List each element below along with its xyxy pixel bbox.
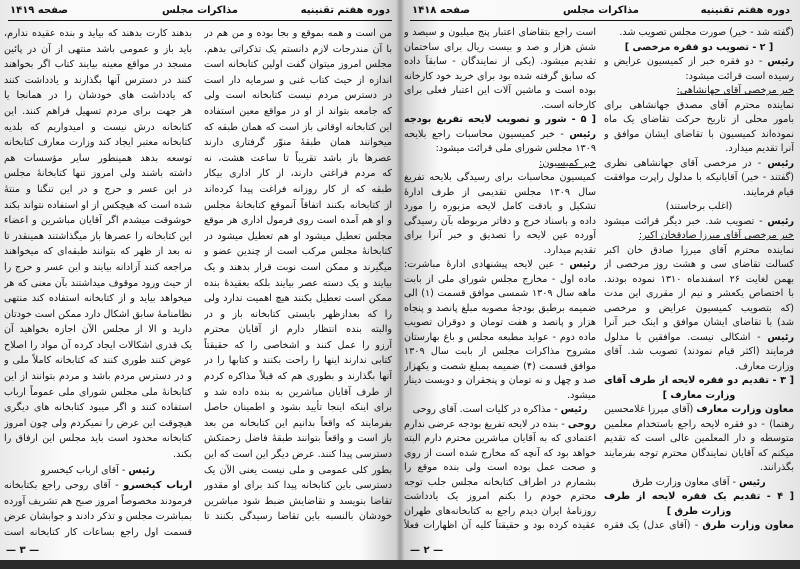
line-text: بهمن لغایت ۲۶ اسفندماه ۱۳۱۰ نموده بودند.	[604, 273, 794, 285]
text-line	[4, 447, 192, 463]
line-text: سال ۱۳۰۹ مجلس تقدیمی از طرف ادارهٔ	[404, 186, 596, 198]
line-text: بمباشرت مجلس و تذکر دادند و جوابشان عرض	[4, 511, 192, 523]
line-text: (گفته شد - خیر) صورت مجلس تصویب شد.	[619, 27, 794, 38]
text-line	[204, 73, 392, 89]
text-line	[604, 302, 794, 317]
text-line	[404, 519, 596, 534]
line-text: اندازه از حیث کتاب غنی و سرمایه دار است	[204, 74, 392, 86]
line-text: صد و چهل و نه تومان و پنجقران و دویست دینار	[404, 375, 596, 386]
line-text: اعتمادی که به آقایان مباشرین محترم دارم البته	[404, 433, 596, 444]
section-heading	[604, 41, 794, 56]
text-line	[204, 42, 392, 58]
text-line	[604, 316, 794, 331]
line-text: [ ۳ - تقدیم دو فقره لایحه از طرف آقای	[604, 375, 794, 386]
line-text: کتابخانه محدود است باید مجلس این ارفاق را	[4, 433, 192, 445]
line-text: بامور محلی از تاریخ حرکت تقاضای یک ماه	[604, 114, 794, 125]
text-line	[404, 345, 596, 360]
text-line	[404, 287, 596, 302]
line-text: - آقای معاون وزارت طرق	[632, 476, 740, 488]
speaker-name: رئیس	[739, 476, 766, 488]
speaker-name: معاون وزارت معارف	[696, 404, 794, 415]
page-number: صفحه ۱۴۱۹	[10, 5, 69, 16]
text-line	[404, 403, 596, 418]
line-text: قسمت اول راجع بساعات کار کتابخانه است	[4, 527, 192, 538]
text-line	[404, 55, 596, 70]
text-line	[604, 345, 794, 360]
line-text: را که بعدازظهر بایستی کتابخانه باز و در	[204, 308, 392, 320]
line-text: خبر مرخصی آقای میرزا صادقخان اکبر:	[638, 230, 794, 241]
text-line	[4, 369, 192, 385]
line-text: تقدیم میشود. (یکی از نمایندگان - سابقاً داده	[404, 56, 596, 67]
line-text: - تصویب شد. خبر دیگر قرائت میشود	[604, 215, 768, 227]
line-text: نماینده محترم آقای میرزا صادق خان اکبر	[604, 244, 794, 256]
text-line	[4, 104, 192, 120]
text-line	[204, 385, 392, 401]
line-text: کتابخانهٔ ملی مجلس شورای ملی عموماً ارباب	[4, 386, 192, 398]
line-text: نماینده محترم آقای مصدق جهانشاهی برای	[604, 99, 794, 111]
speaker-name: رئیس	[767, 56, 794, 67]
page-right	[402, 0, 800, 560]
text-line	[4, 509, 192, 525]
text-line	[404, 157, 596, 172]
text-line	[404, 142, 596, 157]
line-text: [ ۲ - تصویب دو فقره مرخصی ]	[624, 41, 774, 53]
text-line	[604, 215, 794, 230]
line-text: - اشکالی نیست. موافقین با مدلول	[604, 331, 761, 343]
text-line	[204, 104, 392, 120]
text-line	[204, 494, 392, 510]
line-text: این کتابخانه اوقاتی باز است که همان طبقه که	[204, 121, 392, 133]
page-footer-number: — ۲ —	[410, 545, 444, 556]
line-text: ممکن است تعطیل بکنند هیچ اهمیت ندارد ولی	[204, 293, 392, 305]
text-line	[4, 166, 192, 182]
line-text: بیایند و یک دسته عصر بیایند بلکه بعقیدهٔ بنده	[204, 277, 392, 289]
text-line	[4, 42, 192, 58]
line-text: میکنم که آقایان نمایندگان محترم توجه بفرمایند	[604, 447, 794, 459]
line-text: دسترسی پیدا کنند. عرض دیگر این است که این	[204, 449, 392, 461]
line-text: فرمایند (اکثر قیام نمودند) تصویب شد. آقای	[604, 346, 794, 357]
line-text: موافق قسمت (۴) ضمیمه بمبلغ شصت و یکهزار	[404, 360, 596, 372]
text-line	[604, 186, 794, 201]
line-text: تقاضا بنویسد و تقاضایش ضبط شود مباشرین	[204, 495, 392, 507]
line-text: - (آقای عدل) یک فقره	[604, 520, 699, 531]
line-text: (گفتند - خیر) آقایانیکه با مدلول راپرت موافقت	[604, 172, 794, 183]
line-text: بفرمایند که واقعاً بدانیم این کتابخانه من بعد	[204, 417, 392, 429]
line-text: که سابق گرفته شده بود برای خرید خود کارخانه	[404, 70, 596, 82]
section-heading	[404, 113, 596, 128]
line-text: از کتابخانه بکنند اتفاقاً آنموقع کتابخانهٔ مجلس	[204, 199, 392, 211]
line-text: (که بتصویب کمیسیون عرایض و مرخصی	[604, 302, 794, 314]
line-text: دارید و الا از مجلس الآن اجازه بخواهید آن	[4, 324, 192, 336]
text-line	[4, 151, 192, 167]
text-line	[204, 135, 392, 151]
line-text: کارخانه است.	[540, 99, 596, 111]
column-right	[604, 26, 794, 534]
line-text: - خبر کمیسیون محاسبات راجع بلایحه	[404, 128, 564, 140]
text-line	[404, 360, 596, 375]
text-line	[604, 171, 794, 186]
line-text: عصرها باز باشد تقریباً تا ساعت هشت، نه	[204, 152, 392, 164]
line-text: نظامنامهٔ سابق اشکال دارد ممکن است خودتان	[4, 308, 192, 320]
text-line	[204, 353, 392, 369]
text-line	[4, 307, 192, 323]
text-line	[204, 151, 392, 167]
text-line	[204, 509, 392, 525]
text-line	[604, 287, 794, 302]
text-line	[204, 338, 392, 354]
text-line	[404, 490, 596, 505]
line-text: کتابخانه درش نیست و امیدواریم که بلدیه	[4, 121, 192, 133]
text-line	[604, 418, 794, 433]
text-line	[4, 291, 192, 307]
text-line	[604, 229, 794, 244]
line-text: ضمیمه برطبق بودجهٔ مصوبه مبلغ پانصد و پنجاه	[404, 302, 596, 314]
line-text: ماهه سال ۱۳۰۹ شمسی موافق قسمت (۱) الی	[404, 288, 596, 299]
line-text: آنرا تقدیم میدارد.	[725, 143, 794, 154]
speaker-name: رئیس	[767, 331, 794, 343]
text-line	[404, 70, 596, 85]
line-text: روزنامهٔ ایران دیدم راجع به کتابخانه‌های طهران	[404, 505, 596, 517]
text-line	[4, 88, 192, 104]
section-heading	[604, 374, 794, 389]
text-line	[404, 389, 596, 404]
text-line	[4, 57, 192, 73]
speaker-name: رئیس	[569, 128, 596, 140]
text-line	[4, 431, 192, 447]
column-right	[204, 26, 392, 525]
text-line	[4, 26, 192, 42]
line-text: با اختصاص یکعشر و نیم از مقرری این مدت	[604, 288, 794, 299]
text-line	[204, 307, 392, 323]
line-text: است راجع بتقاضای اعتبار پنج میلیون و سیصد و	[404, 27, 596, 38]
text-line	[404, 331, 596, 346]
line-text: مجلس امروز میتوان گفت اولین کتابخانه است	[204, 59, 392, 71]
column-left	[404, 26, 596, 534]
line-text: [ ۵ - شور و تصویب لایحه تفریغ بودجه	[404, 114, 596, 125]
text-line	[4, 198, 192, 214]
text-line	[604, 55, 794, 70]
text-line	[204, 198, 392, 214]
text-line	[404, 99, 596, 114]
text-line	[4, 400, 192, 416]
text-line	[404, 186, 596, 201]
text-line	[404, 84, 596, 99]
text-line	[4, 338, 192, 354]
text-line	[404, 461, 596, 476]
text-line	[4, 463, 192, 479]
text-line	[604, 200, 794, 215]
text-line	[4, 213, 192, 229]
line-text: - دو فقره خبر از کمیسیون عرایض و	[604, 56, 763, 67]
text-line	[204, 463, 392, 479]
text-line	[4, 260, 192, 276]
speaker-name: ارباب کیخسرو	[123, 480, 192, 492]
line-text: مراجعه کنند آزادانه بیایند و این عسر و حرج را	[4, 261, 192, 273]
line-text: از حیث ورود موقوف میداشتند بآن معنی که هر	[4, 277, 192, 289]
text-line	[404, 200, 596, 215]
line-text: عوض کنند طوری کنند که کتابخانه کاملاً ملی و	[4, 355, 192, 367]
text-line	[604, 476, 794, 491]
text-line	[604, 273, 794, 288]
section-heading	[604, 389, 794, 404]
section-heading	[604, 490, 794, 505]
text-line	[404, 244, 596, 259]
line-text: میخوانند همان طبقهٔ منوّر گرفتاری دارند	[204, 137, 392, 149]
speaker-name: رئیس	[767, 215, 794, 227]
column-left	[4, 26, 192, 541]
line-text: رسیده است قرائت میشود:	[685, 70, 794, 82]
text-line	[404, 432, 596, 447]
text-line	[604, 157, 794, 172]
text-line	[204, 213, 392, 229]
line-text: مشروح مذاکرات مجلس از بابت سال ۱۳۰۹	[404, 346, 596, 357]
text-line	[404, 258, 596, 273]
line-text: من است و همه بموقع و بجا بوده و من هم در	[204, 28, 392, 39]
text-line	[604, 432, 794, 447]
line-text: نه بعد از ظهر که بتوانند طبقه‌ای که میخواهند	[4, 246, 192, 258]
line-text: بکند.	[173, 449, 192, 461]
line-text: هر جهت برای مردم تسهیل فراهم کنند. این	[4, 105, 192, 117]
text-line	[404, 171, 596, 186]
line-text: ماده دوم - عواید مطبعه مجلس و باغ بهارستان	[404, 331, 596, 343]
line-text: طبقه که از کار روزانه فراغت پیدا کرده‌اند	[204, 183, 392, 195]
line-text: و او هم آمده است روی فرمول اداری هر موقع	[204, 215, 392, 227]
text-line	[604, 142, 794, 157]
edition-label: دوره هفتم تقنینیه	[300, 5, 390, 16]
header-title: مذاکرات مجلس	[161, 5, 239, 16]
line-text: شد) با تقاضای ایشان موافق و اینک خبر آنرا	[604, 317, 794, 328]
text-line	[604, 244, 794, 259]
line-text: وزارت معارف.	[735, 360, 794, 372]
text-line	[604, 128, 794, 143]
line-text: کنند در دسترس آنها بگذارند و یادداشت کنند	[4, 74, 192, 86]
line-text: در دسترس مردم نیست کتابخانه است ولی	[204, 90, 392, 102]
line-text: عقیده کرده بود و حقیقتاً کلیه آن اظهارات فعلاً	[404, 520, 596, 531]
text-line	[204, 431, 392, 447]
line-text: باز است و واقعاً بتوانند طبقهٔ فاضل زحمتکش	[204, 433, 392, 445]
line-text: بدهند کارت بدهند که بیاید و بنده عقیده ندارم،	[4, 28, 192, 39]
text-line	[404, 26, 596, 41]
running-header	[8, 4, 392, 21]
line-text: - عین لایحه پیشنهادی ادارهٔ مباشرت:	[404, 259, 570, 270]
text-line	[204, 447, 392, 463]
line-text: نموده‌اند کمیسیون با تقاضای ایشان موافق و	[604, 128, 794, 140]
section-heading	[604, 505, 794, 520]
speaker-name: رئیس	[560, 404, 588, 415]
text-line	[4, 276, 192, 292]
line-text: بگذرانند.	[760, 462, 794, 473]
line-text: داشته باشند ولی امروز تنها کتابخانهٔ مجلس	[4, 168, 192, 180]
line-text: برای اینکه اینجا تأیید بشود و اطمینان حاصل	[204, 402, 392, 414]
line-text: ۱۳۰۹ مجلس شورای ملی قرائت میشود:	[435, 143, 596, 154]
text-line	[4, 525, 192, 541]
text-line	[404, 374, 596, 389]
line-text: بطور کلی عمومی و ملی نیست یعنی الآن یک	[204, 464, 392, 476]
line-text: شش هزار و صد و بیست ریال برای ساختمان	[404, 41, 596, 53]
text-line	[204, 166, 392, 182]
line-text: داده و باسناد خرج و دفاتر مربوطه بآن رسیدگی	[404, 215, 596, 227]
line-text: در این عسر و حرج و در این تنگنا و منتهٔ	[4, 183, 192, 195]
text-line	[204, 260, 392, 276]
line-text: با آن مندرجات لازم دانستم یک تذکراتی بدهم.	[204, 43, 392, 55]
line-text: کتابخانهٔ مجلس مرکب است از چندین عضو و	[204, 246, 392, 258]
line-text: شده است که هیچکس از او استفاده نتواند بکند	[4, 199, 192, 211]
text-line	[204, 120, 392, 136]
page-number: صفحه ۱۴۱۸	[412, 5, 471, 16]
text-line	[204, 416, 392, 432]
line-text: استفاده کنند و اگر میبود کتابخانه های دیگری	[4, 402, 192, 414]
text-line	[604, 99, 794, 114]
text-line	[204, 478, 392, 494]
line-text: باید باز و عمومی باشد منتهی از آن در پائین	[4, 43, 192, 55]
edition-label: دوره هفتم تقنینیه	[700, 5, 790, 16]
text-line	[404, 229, 596, 244]
speaker-name: روحی	[567, 418, 596, 430]
line-text: میشود.	[567, 389, 596, 401]
line-text: خبر کمیسیون:	[539, 157, 596, 169]
text-line	[604, 447, 794, 462]
line-text: کتابخانه معتبر ایجاد کند وزارت معارف کتابخانه	[4, 137, 192, 149]
text-line	[204, 400, 392, 416]
line-text: مجلس تعطیل میشود او هم تعطیل میشود در	[204, 230, 392, 242]
header-title: مذاکرات مجلس	[562, 5, 640, 16]
line-text: که مردم فراغتی دارند، از کار اداری بیکار	[204, 168, 392, 180]
text-line	[4, 478, 192, 494]
line-text: بوده است و ماشین آلات این اعتبار فعلی برای	[404, 85, 596, 96]
line-text: آرزو را عمل کنند و اشخاصی را که حقیقتاً	[204, 339, 392, 351]
text-line	[604, 519, 794, 534]
text-line	[204, 182, 392, 198]
line-text: - مذاکره در کلیات است. آقای روحی	[412, 404, 561, 415]
text-line	[204, 57, 392, 73]
line-text: میگیرند و ممکن است نوبت قرار بدهند و یک	[204, 261, 392, 273]
line-text: هزار و پانصد و هفت تومان و دوقران تصویب	[404, 317, 596, 328]
line-text: خواهد بود که آنچه که مخارج شده است از روی	[404, 447, 596, 459]
text-line	[204, 244, 392, 260]
text-line	[204, 291, 392, 307]
line-text: (اغلب برخاستند)	[665, 201, 733, 212]
text-line	[604, 84, 794, 99]
line-text: میخواهد بیاید و از کتابخانه استفاده کند منتهی	[4, 293, 192, 305]
line-text: وزارت طرق ]	[666, 505, 732, 517]
speaker-name: رئیس	[767, 157, 794, 169]
text-line	[204, 88, 392, 104]
text-line	[4, 494, 192, 510]
line-text: کمیسیون محاسبات برای رسیدگی بلایحه تفریغ	[404, 172, 596, 183]
line-text: ماده اول - مخارج مجلس شورای ملی از بابت	[404, 273, 596, 285]
line-text: قیام فرمایند.	[743, 186, 794, 198]
text-line	[604, 26, 794, 41]
line-text: کسالت تقاضای سی و هشت روز مرخصی از	[604, 259, 794, 270]
line-text: بشمارم در اطراف کتابخانه مجلس جلب توجه	[404, 476, 596, 488]
text-line	[404, 128, 596, 143]
text-line	[4, 353, 192, 369]
line-text: آورده عین لایحه را تصدیق و خبر آنرا برای	[404, 230, 596, 241]
text-line	[4, 229, 192, 245]
text-line	[404, 302, 596, 317]
line-text: [ ۴ - تقدیم یک فقره لایحه از طرف	[604, 491, 794, 502]
line-text: هیچوقت این عرض را نمیکردم ولی چون امروز	[4, 417, 192, 429]
line-text: - در مرخصی آقای جهانشاهی نظری	[604, 157, 762, 169]
text-line	[604, 461, 794, 476]
line-text: - آقای ارباب کیخسرو	[40, 464, 129, 476]
line-text: محترم خودم را بکنم امروز یک یادداشت	[404, 491, 596, 502]
text-line	[4, 120, 192, 136]
text-line	[604, 360, 794, 375]
text-line	[204, 229, 392, 245]
text-line	[4, 416, 192, 432]
line-text: خودشان بالنسبه باین تقاضا رسیدگی بکنند تا	[204, 511, 392, 523]
line-text: فرمودند مخصوصاً امروز صبح هم تشریف آورده	[4, 495, 192, 507]
speaker-name: معاون وزارت طرق	[702, 520, 794, 531]
line-text: که جامعه بتواند از او در مواقع معین استفاده	[204, 105, 392, 117]
page-left	[0, 0, 400, 560]
text-line	[204, 369, 392, 385]
line-text: خبر مرخصی آقای جهانشاهی:	[676, 85, 794, 96]
line-text: متوسطه و دار المعلمین عالی است که تقدیم	[604, 433, 794, 444]
line-text: توسعه بدهد همینطور سایر مؤسسات هم	[4, 152, 192, 164]
line-text: و در دسترس مردم باشد و مردم بتوانند از این	[4, 371, 192, 383]
text-line	[4, 182, 192, 198]
line-text: کتابی ندارند اینها را راحت بکنند و کتابها را در	[204, 355, 392, 367]
text-line	[404, 215, 596, 230]
text-line	[4, 73, 192, 89]
text-line	[404, 505, 596, 520]
text-line	[4, 385, 192, 401]
line-text: وزارت معارف ]	[662, 389, 736, 401]
text-line	[604, 70, 794, 85]
text-line	[4, 244, 192, 260]
text-line	[604, 113, 794, 128]
text-line	[204, 276, 392, 292]
text-line	[4, 135, 192, 151]
line-text: دسترسی باین کتابخانه پیدا کند برای او مقدور	[204, 480, 392, 492]
text-line	[204, 322, 392, 338]
line-text: والبته بنده انتظار دارم از آقایان محترم	[204, 324, 392, 336]
line-text: یک قدری اشکالات ایجاد کرده آن مواد را اصلاح	[4, 339, 192, 351]
text-line	[404, 418, 596, 433]
text-line	[204, 26, 392, 42]
text-line	[4, 322, 192, 338]
line-text: و صحت عمل بوده است ولی بنده موقع را	[404, 462, 596, 473]
text-line	[604, 403, 794, 418]
line-text: - بنده در لایحه تفریغ بودجه عرضی ندارم	[404, 418, 565, 430]
line-text: خوشوقت میشدم اگر آقایان مباشرین و اعضاء	[4, 215, 192, 227]
line-text: تشکیل و بادقت کامل لایحه مزبوره را مورد	[404, 201, 596, 212]
line-text: از طرف آقایان مباشرین به بنده داده شد و	[204, 386, 392, 398]
line-text: - آقای روحی راجع بکتابخانه	[4, 480, 119, 492]
text-line	[404, 316, 596, 331]
speaker-name: رئیس	[128, 464, 156, 476]
text-line	[404, 476, 596, 491]
text-line	[604, 258, 794, 273]
line-text: تقدیم میدارد.	[543, 244, 596, 256]
text-line	[604, 331, 794, 346]
line-text: (آقای میرزا غلامحسین	[604, 404, 694, 415]
text-line	[404, 41, 596, 56]
text-line	[404, 273, 596, 288]
running-header	[410, 4, 792, 21]
line-text: این کتابخانه را عصرها باز میگذاشتند همینقدر تا	[4, 230, 192, 242]
line-text: مسجد در مواقع معینه بیایند کتاب اگر بخواهند	[4, 59, 192, 71]
speaker-name: رئیس	[569, 259, 596, 270]
line-text: که یادداشت های خودشان را در همانجا یا	[4, 90, 192, 102]
page-footer-number: — ۳ —	[6, 545, 40, 556]
line-text: رهنما) - دو فقره لایحه راجع باستخدام معلمین	[604, 418, 794, 430]
text-line	[404, 447, 596, 462]
line-text: آنها بگذارند و بطوری هم که قبلاً مذاکره کردم	[204, 371, 392, 383]
